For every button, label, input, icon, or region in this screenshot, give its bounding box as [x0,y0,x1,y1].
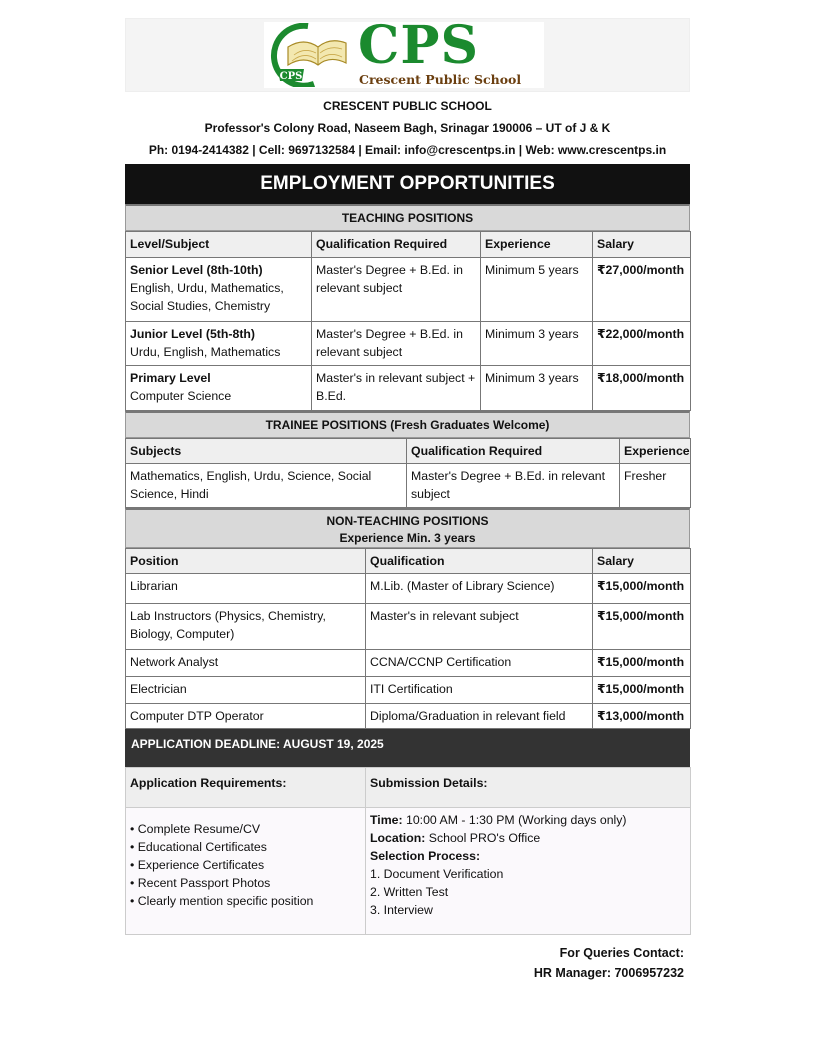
school-name: CRESCENT PUBLIC SCHOOL [323,99,492,113]
list-item: • Recent Passport Photos [130,876,271,890]
location-label: Location: [370,831,426,845]
trainee-heading: TRAINEE POSITIONS (Fresh Graduates Welcome) [125,411,690,438]
col-header: Qualification [366,549,593,574]
table-row [126,258,691,322]
school-contact: Ph: 0194-2414382 | Cell: 9697132584 | Email: info@crescentps.in | Web: www.crescentps.in [148,143,667,157]
position-cell: Network Analyst [126,650,366,677]
col-header: Experience [481,232,593,258]
table-header-row [126,232,691,258]
level-cell [126,258,312,322]
list-item: • Experience Certificates [130,858,265,872]
salary-cell: ₹15,000/month [593,574,691,604]
time-label: Time: [370,813,403,827]
job-advert [125,15,690,983]
level-subjects: English, Urdu, Mathematics, Social Studies, Chemistry [130,281,284,313]
process-step: 1. Document Verification [370,867,504,881]
book-emblem-icon [264,23,356,87]
nonteaching-table [125,548,691,729]
position-cell: Computer DTP Operator [126,704,366,729]
table-header-row [126,549,691,574]
application-deadline: APPLICATION DEADLINE: AUGUST 19, 2025 [125,729,690,767]
qualification-cell: Master's Degree + B.Ed. in relevant subject [312,258,481,322]
list-item: • Clearly mention specific position [130,894,314,908]
time-value: 10:00 AM - 1:30 PM (Working days only) [402,813,627,827]
requirements-list [126,808,366,935]
qualification-cell: Master's in relevant subject + B.Ed. [312,366,481,411]
teaching-heading: TEACHING POSITIONS [125,204,690,231]
experience-cell: Minimum 5 years [481,258,593,322]
level-cell [126,322,312,366]
nonteaching-title: NON-TEACHING POSITIONS [326,514,489,528]
table-row [126,322,691,366]
list-item: • Complete Resume/CV [130,822,261,836]
position-cell: Lab Instructors (Physics, Chemistry, Biology, Computer) [126,604,366,650]
trainee-table [125,438,691,508]
qualification-cell: Master's Degree + B.Ed. in relevant subject [407,464,620,508]
salary-cell: ₹27,000/month [593,258,691,322]
table-row [126,574,691,604]
submission-time [370,811,686,829]
table-row [126,464,691,508]
queries-label: For Queries Contact: [559,946,684,960]
badge-initials: CPS [279,71,303,82]
col-header: Salary [593,549,691,574]
salary-cell: ₹13,000/month [593,704,691,729]
level-subjects: Urdu, English, Mathematics [130,345,281,359]
requirements-heading: Application Requirements: [126,768,366,808]
table-row [126,677,691,704]
salary-cell: ₹15,000/month [593,677,691,704]
salary-cell: ₹15,000/month [593,650,691,677]
level-cell [126,366,312,411]
location-value: School PRO's Office [425,831,541,845]
qualification-cell: Master's Degree + B.Ed. in relevant subject [312,322,481,366]
application-info-table [125,767,691,935]
logo-banner [125,15,690,92]
col-header: Salary [593,232,691,258]
salary-cell: ₹22,000/month [593,322,691,366]
position-cell: Electrician [126,677,366,704]
list-item: • Educational Certificates [130,840,267,854]
submission-details [366,808,691,935]
table-header-row [126,768,691,808]
salary-cell: ₹18,000/month [593,366,691,411]
subjects-cell: Mathematics, English, Urdu, Science, Social Science, Hindi [126,464,407,508]
experience-cell: Minimum 3 years [481,322,593,366]
qualification-cell: Diploma/Graduation in relevant field [366,704,593,729]
school-address: Professor's Colony Road, Naseem Bagh, Srinagar 190006 – UT of J & K [204,121,611,135]
table-row [126,704,691,729]
submission-location [370,829,686,847]
queries-contact [125,943,690,983]
submission-heading: Submission Details: [366,768,691,808]
nonteaching-heading [125,508,690,548]
table-header-row [126,439,691,464]
salary-cell: ₹15,000/month [593,604,691,650]
col-header: Experience [620,439,691,464]
process-step: 2. Written Test [370,885,449,899]
nonteaching-subtitle: Experience Min. 3 years [339,531,476,545]
school-logo [264,15,544,88]
table-row [126,366,691,411]
col-header: Qualification Required [407,439,620,464]
qualification-cell: ITI Certification [366,677,593,704]
selection-process-label: Selection Process: [370,849,481,863]
col-header: Level/Subject [126,232,312,258]
level-name: Senior Level (8th-10th) [130,263,263,277]
hr-contact: HR Manager: 7006957232 [533,966,684,980]
experience-cell: Fresher [620,464,691,508]
qualification-cell: CCNA/CCNP Certification [366,650,593,677]
level-name: Primary Level [130,371,211,385]
qualification-cell: M.Lib. (Master of Library Science) [366,574,593,604]
col-header: Qualification Required [312,232,481,258]
table-row [126,604,691,650]
teaching-table [125,231,691,411]
col-header: Position [126,549,366,574]
position-cell: Librarian [126,574,366,604]
page-title: EMPLOYMENT OPPORTUNITIES [125,164,690,204]
col-header: Subjects [126,439,407,464]
experience-cell: Minimum 3 years [481,366,593,411]
process-step: 3. Interview [370,903,433,917]
level-name: Junior Level (5th-8th) [130,327,256,341]
level-subjects: Computer Science [130,389,232,403]
logo-school-name: Crescent Public School [359,72,522,87]
logo-initials: CPS [358,15,480,76]
qualification-cell: Master's in relevant subject [366,604,593,650]
table-row [126,808,691,935]
table-row [126,650,691,677]
